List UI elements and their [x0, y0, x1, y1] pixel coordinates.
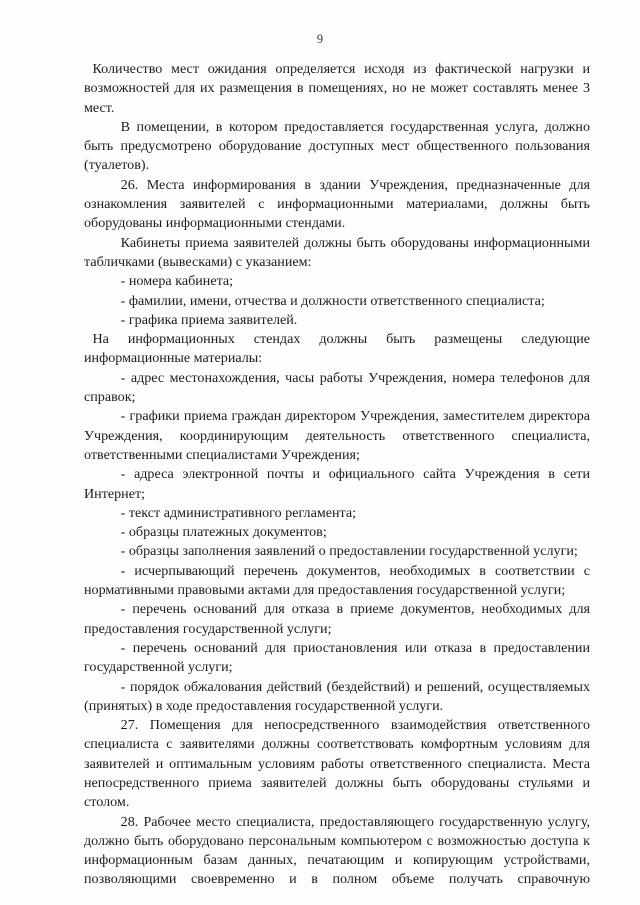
document-body [84, 60, 590, 890]
list-item: - порядок обжалования действий (бездействий) и решений, осуществляемых (принятых) в ходе предоставления государственной услуги. [84, 678, 590, 714]
list-item: - адреса электронной почты и официального сайта Учреждения в сети Интернет; [84, 466, 590, 502]
list-item: - фамилии, имени, отчества и должности ответственного специалиста; [120, 292, 545, 309]
paragraph: 27. Помещения для непосредственного взаимодействия ответственного специалиста с заявителями должны соответствовать комфортным условиям для заявителей и оптимальным условиям работы ответственного специалиста. Места непосредственного приема заявителей должны быть оборудованы стульями и столом. [84, 717, 590, 811]
paragraph: 26. Места информирования в здании Учреждения, предназначенные для ознакомления заявителей с информационными материалами, должны быть оборудованы информационными стендами. [84, 176, 590, 232]
list-item: - графика приема заявителей. [120, 311, 298, 328]
list-item: - перечень оснований для отказа в приеме документов, необходимых для предоставления государственной услуги; [84, 601, 590, 637]
list-item: - адрес местонахождения, часы работы Учреждения, номера телефонов для справок; [84, 369, 590, 406]
list-item: - исчерпывающий перечень документов, необходимых в соответствии с нормативными правовыми актами для предоставления государственной услуги; [84, 562, 590, 599]
page-number: 9 [316, 32, 324, 46]
paragraph: 28. Рабочее место специалиста, предоставляющего государственную услугу, должно быть оборудовано персональным компьютером с возможностью доступа к информационным базам данных, печатающим и копирующим устройствами, позволяющими своевременно и в полном объеме получать справочную [84, 813, 590, 888]
list-item: - графики приема граждан директором Учреждения, заместителем директора Учреждения, координирующим деятельность ответственного специалиста, ответственными специалистами Учреждения; [84, 408, 590, 463]
list-item: - перечень оснований для приостановления или отказа в предоставлении государственной услуги; [84, 639, 590, 676]
paragraph: Кабинеты приема заявителей должны быть оборудованы информационными табличками (вывесками) с указанием: [84, 234, 590, 270]
paragraph: В помещении, в котором предоставляется государственная услуга, должно быть предусмотрено оборудование доступных мест общественного пользования (туалетов). [84, 118, 590, 174]
paragraph: Количество мест ожидания определяется исходя из фактической нагрузки и возможностей для их размещения в помещениях, но не может составлять менее 3 мест. [84, 61, 590, 116]
list-item: - текст административного регламента; [120, 504, 357, 521]
paragraph: На информационных стендах должны быть размещены следующие информационные материалы: [84, 331, 590, 367]
list-item: - номера кабинета; [120, 273, 234, 290]
list-item: - образцы платежных документов; [120, 524, 327, 541]
list-item: - образцы заполнения заявлений о предоставлении государственной услуги; [120, 543, 578, 560]
